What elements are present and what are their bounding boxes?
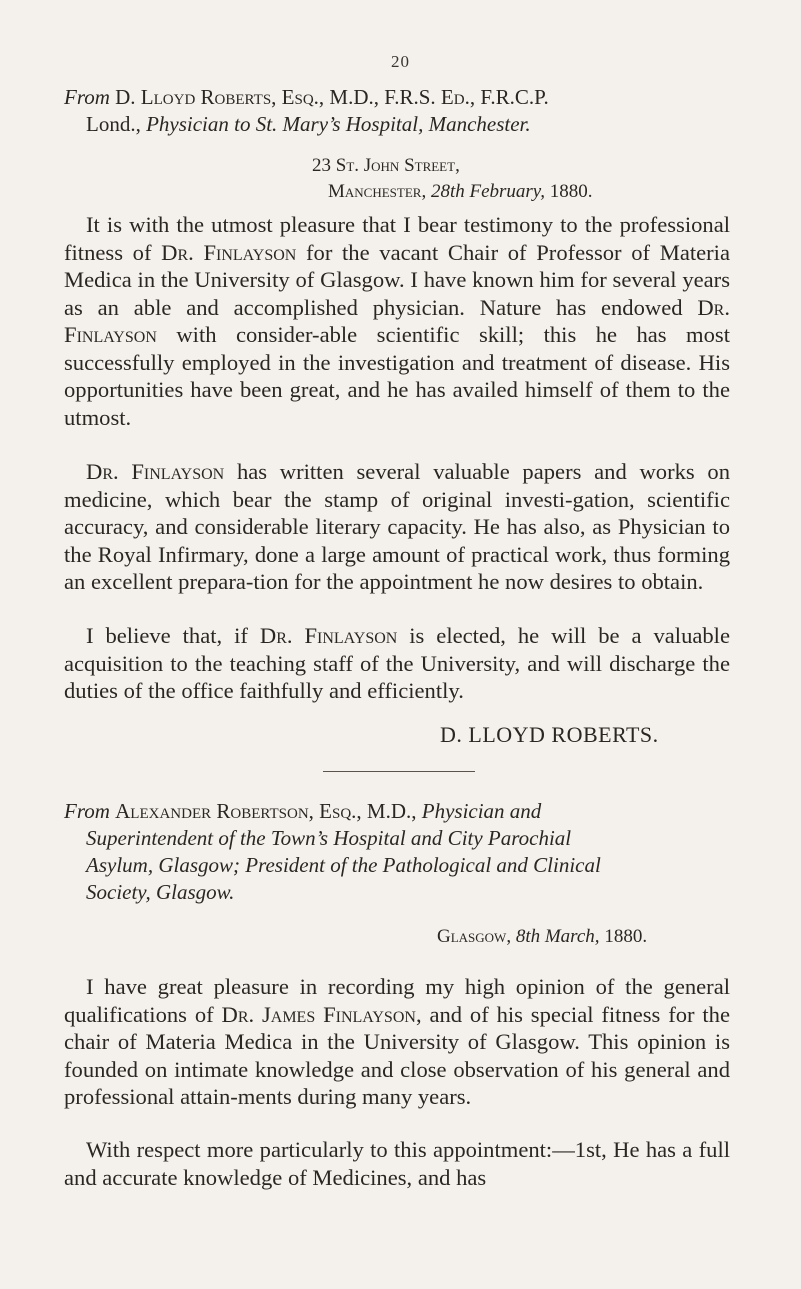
letter2-heading xyxy=(64,798,732,906)
letter2-year: 1880. xyxy=(604,926,648,947)
letter2-paragraph-2: With respect more particularly to this appointment:—1st, He has a full and accurate knowledge of Medicines, and has xyxy=(64,1137,730,1190)
letter1-signature: D. LLOYD ROBERTS. xyxy=(440,722,659,747)
letter1-author-name: D. Lloyd Roberts, Esq., M.D., F.R.S. Ed., F.R.C.P. xyxy=(115,85,549,109)
section-divider xyxy=(323,771,475,772)
letter2-from: From xyxy=(64,799,110,823)
letter1-author-line2: Lond., xyxy=(86,112,141,136)
letter2-role-3: Asylum, Glasgow; President of the Pathological and Clinical xyxy=(86,853,601,877)
letter1-date: 28th February, xyxy=(430,181,545,202)
letter2-date: 8th March, xyxy=(515,926,600,947)
letter1-paragraph-1 xyxy=(64,211,730,431)
letter1-year: 1880. xyxy=(549,181,593,202)
letter2-address xyxy=(437,924,647,950)
letter1-from: From xyxy=(64,85,110,109)
letter2-p1-name: Dr. James Finlayson xyxy=(221,1001,416,1027)
letter2-p1-text-b: , and of his special fitness for the chair of Materia Medica in the University of Glasgow. This opinion is founded on intimate knowledge and close observation of his general and professional attain-ments during many years. xyxy=(64,1001,730,1109)
letter2-p1-text-a: I have great pleasure in recording my high opinion of the general qualifications of xyxy=(64,974,730,1027)
letter2-author-name: Alexander Robertson, Esq., M.D., xyxy=(115,799,417,823)
letter2-city: Glasgow, xyxy=(437,926,512,947)
letter1-paragraph-2 xyxy=(64,458,730,596)
letter2-role-1: Physician and xyxy=(421,799,542,823)
letter2-role-4: Society, Glasgow. xyxy=(86,880,235,904)
letter1-p1-text-c: with consider-able scientific skill; this he has most successfully employed in the investigation and treatment of disease. His opportunities have been great, and he has availed himself of them to the utmost. xyxy=(64,322,731,430)
letter1-city: Manchester, xyxy=(328,181,427,202)
letter1-p1-text-a: It is with the utmost pleasure that I bear testimony to the professional fitness of xyxy=(64,212,730,265)
letter1-p1-name: Dr. Finlayson xyxy=(161,239,297,265)
letter1-p3-text-b: is elected, he will be a valuable acquisition to the teaching staff of the University, and will discharge the duties of the office faithfully and efficiently. xyxy=(64,623,730,703)
letter1-address xyxy=(312,153,592,205)
letter1-street: 23 St. John Street, xyxy=(312,155,460,176)
letter1-p3-name: Dr. Finlayson xyxy=(259,623,398,648)
letter2-role-2: Superintendent of the Town’s Hospital and City Parochial xyxy=(86,826,572,850)
page-number: 20 xyxy=(391,52,410,71)
letter2-paragraph-1 xyxy=(64,973,730,1111)
letter1-p1-name2: Dr. Finlayson xyxy=(64,294,730,347)
letter1-p3-text-a: I believe that, if xyxy=(86,623,248,648)
letter1-paragraph-3 xyxy=(64,622,730,705)
letter1-p2-name: Dr. Finlayson xyxy=(86,459,225,484)
letter1-author-role: Physician to St. Mary’s Hospital, Manchester. xyxy=(146,112,531,136)
letter1-heading xyxy=(64,84,732,138)
letter1-p1-text-b: for the vacant Chair of Professor of Materia Medica in the University of Glasgow. I have known him for several years as an able and accomplished physician. Nature has endowed xyxy=(64,239,730,320)
letter1-p2-text: has written several valuable papers and works on medicine, which bear the stamp of original investi-gation, scientific accuracy, and considerable literary capacity. He has also, as Physician to the Royal Infirmary, done a large amount of practical work, thus forming an excellent prepara-tion for the appointment he now desires to obtain. xyxy=(64,459,730,594)
